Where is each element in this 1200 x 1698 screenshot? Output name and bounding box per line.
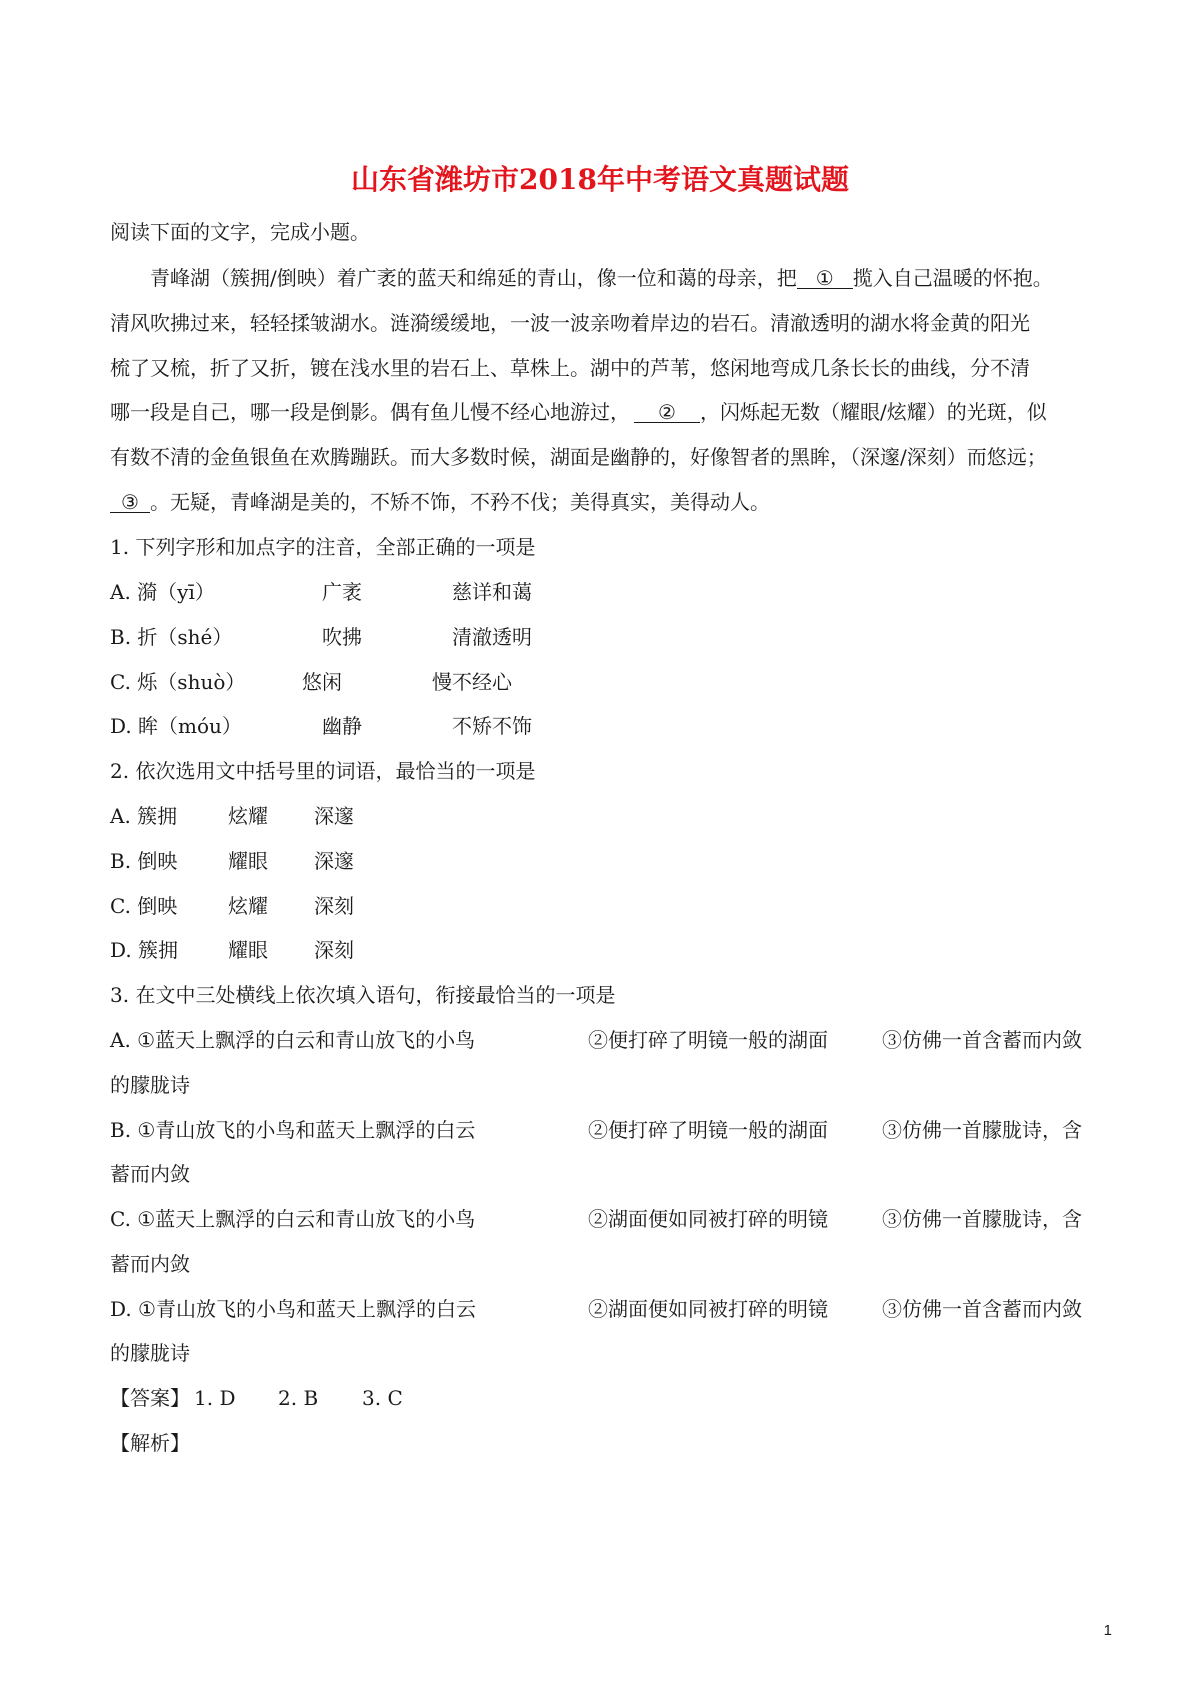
option-word: 炫耀 <box>228 894 268 918</box>
option-word: 深刻 <box>314 894 354 918</box>
q3-option-continuation: 的朦胧诗 <box>110 1073 190 1097</box>
option-word: 耀眼 <box>228 849 268 873</box>
answer-1: 1. D <box>194 1386 236 1410</box>
question-2-stem: 2. 依次选用文中括号里的词语，最恰当的一项是 <box>110 759 536 783</box>
option-clause: ③仿佛一首朦胧诗，含 <box>882 1207 1082 1231</box>
q3-option-continuation: 的朦胧诗 <box>110 1341 190 1365</box>
option-word: 慈详和蔼 <box>452 580 532 604</box>
option-label: A. 簇拥 <box>110 804 178 828</box>
page-title: 山东省潍坊市2018年中考语文真题试题 <box>351 163 849 196</box>
passage-line-3: 梳了又梳，折了又折，镀在浅水里的岩石上、草株上。湖中的芦苇，悠闲地弯成几条长长的曲线，分不清 <box>110 356 1030 380</box>
option-label: B. ①青山放飞的小鸟和蓝天上飘浮的白云 <box>110 1118 476 1142</box>
passage-text: 。无疑，青峰湖是美的，不矫不饰，不矜不伐；美得真实，美得动人。 <box>150 490 770 514</box>
question-3-stem: 3. 在文中三处横线上依次填入语句，衔接最恰当的一项是 <box>110 983 616 1007</box>
page-number: 1 <box>1103 1622 1112 1639</box>
option-word: 幽静 <box>322 714 362 738</box>
option-word: 广袤 <box>322 580 362 604</box>
question-1-stem: 1. 下列字形和加点字的注音，全部正确的一项是 <box>110 535 536 559</box>
passage-text: ，闪烁起无数（耀眼/炫耀）的光斑，似 <box>700 400 1047 424</box>
option-word: 慢不经心 <box>432 670 512 694</box>
option-word: 悠闲 <box>302 670 342 694</box>
option-label: D. 簇拥 <box>110 938 179 962</box>
passage-text: 青峰湖（簇拥/倒映）着广袤的蓝天和绵延的青山，像一位和蔼的母亲，把 <box>150 266 797 290</box>
option-label: C. 烁（shuò） <box>110 670 246 694</box>
passage-line-2: 清风吹拂过来，轻轻揉皱湖水。涟漪缓缓地，一波一波亲吻着岸边的岩石。清澈透明的湖水将金黄的阳光 <box>110 311 1030 335</box>
q3-option-continuation: 蓄而内敛 <box>110 1162 190 1186</box>
option-clause: ②便打碎了明镜一般的湖面 <box>588 1118 828 1142</box>
passage-text: 哪一段是自己，哪一段是倒影。偶有鱼儿慢不经心地游过， <box>110 400 630 424</box>
option-word: 耀眼 <box>228 938 268 962</box>
option-word: 深邃 <box>314 804 354 828</box>
option-clause: ②湖面便如同被打碎的明镜 <box>588 1297 828 1321</box>
option-label: B. 倒映 <box>110 849 178 873</box>
option-clause: ③仿佛一首朦胧诗，含 <box>882 1118 1082 1142</box>
blank-2: ② <box>634 402 700 423</box>
blank-1: ① <box>797 268 853 289</box>
passage-line-1 <box>150 266 1053 290</box>
analysis-label: 【解析】 <box>110 1431 190 1455</box>
answer-3: 3. C <box>362 1386 403 1410</box>
option-word: 深刻 <box>314 938 354 962</box>
option-label: A. 漪（yī） <box>110 580 215 604</box>
option-clause: ②湖面便如同被打碎的明镜 <box>588 1207 828 1231</box>
option-clause: ②便打碎了明镜一般的湖面 <box>588 1028 828 1052</box>
passage-text: 揽入自己温暖的怀抱。 <box>852 266 1053 290</box>
option-clause: ③仿佛一首含蓄而内敛 <box>882 1028 1082 1052</box>
option-label: C. ①蓝天上飘浮的白云和青山放飞的小鸟 <box>110 1207 476 1231</box>
answer-label: 【答案】 <box>110 1386 190 1410</box>
passage-line-5: 有数不清的金鱼银鱼在欢腾蹦跃。而大多数时候，湖面是幽静的，好像智者的黑眸，（深邃/深刻）而悠远； <box>110 445 1047 469</box>
q3-option-continuation: 蓄而内敛 <box>110 1252 190 1276</box>
option-word: 炫耀 <box>228 804 268 828</box>
passage-line-4 <box>110 400 1047 424</box>
option-word: 清澈透明 <box>452 625 532 649</box>
option-label: A. ①蓝天上飘浮的白云和青山放飞的小鸟 <box>110 1028 476 1052</box>
option-clause: ③仿佛一首含蓄而内敛 <box>882 1297 1082 1321</box>
option-label: C. 倒映 <box>110 894 178 918</box>
option-label: D. ①青山放飞的小鸟和蓝天上飘浮的白云 <box>110 1297 476 1321</box>
option-word: 不矫不饰 <box>452 714 532 738</box>
option-word: 吹拂 <box>322 625 362 649</box>
blank-3: ③ <box>110 492 150 513</box>
option-word: 深邃 <box>314 849 354 873</box>
option-label: D. 眸（móu） <box>110 714 242 738</box>
answer-2: 2. B <box>278 1386 319 1410</box>
passage-line-6 <box>110 490 770 514</box>
intro-text: 阅读下面的文字，完成小题。 <box>110 220 370 244</box>
option-label: B. 折（shé） <box>110 625 233 649</box>
